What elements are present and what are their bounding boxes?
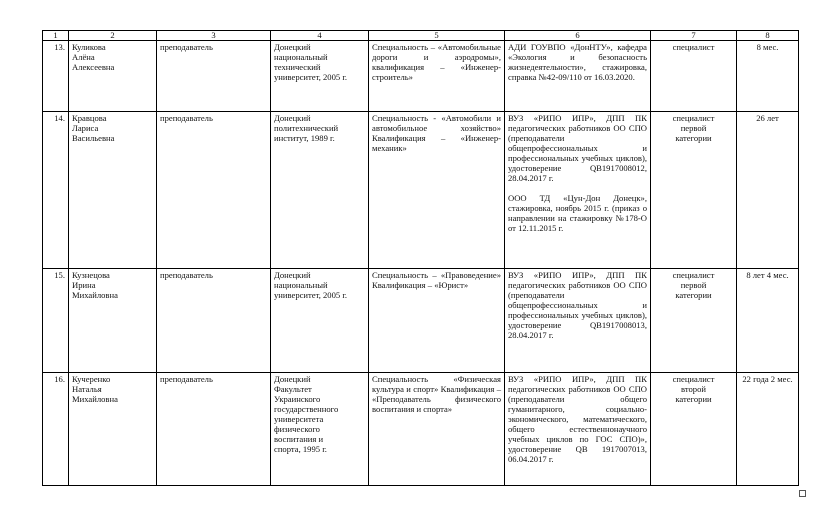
specialty: Специальность «Физическая культура и спорт» Квалификация – «Преподаватель физического воспитания и спорта»	[369, 373, 505, 486]
table-row	[43, 269, 799, 373]
category	[651, 41, 737, 112]
education-line: физического	[274, 424, 320, 434]
row-number: 15.	[43, 269, 69, 373]
category-line: первой	[680, 280, 707, 290]
name-line: Кузнецова	[72, 270, 110, 280]
header-cell: 2	[69, 31, 157, 41]
training-paragraph: ООО ТД «Цун-Дон Донецк», стажировка, ноябрь 2015 г. (приказ о направлении на стажировку №178-О от 12.11.2015 г.	[508, 193, 647, 233]
training-paragraph: ВУЗ «РИПО ИПР», ДПП ПК педагогических работников ОО СПО (преподаватели общепрофессиональных и профессиональных учебных циклов), удостоверение QB1917008013, 28.04.2017 г.	[508, 270, 647, 340]
education	[271, 41, 369, 112]
education-line: технический	[274, 62, 321, 72]
name-line: Алёна	[72, 52, 95, 62]
category-line: специалист	[672, 270, 715, 280]
education-line: государственного	[274, 404, 339, 414]
education-line: Донецкий	[274, 270, 311, 280]
name-line: Куликова	[72, 42, 106, 52]
education	[271, 373, 369, 486]
table-row	[43, 112, 799, 269]
education-line: институт, 1989 г.	[274, 133, 335, 143]
category-line: специалист	[672, 374, 715, 384]
education-line: Украинского	[274, 394, 321, 404]
position: преподаватель	[157, 373, 271, 486]
education	[271, 269, 369, 373]
header-row	[43, 31, 799, 41]
education	[271, 112, 369, 269]
training	[505, 373, 651, 486]
position: преподаватель	[157, 112, 271, 269]
training	[505, 112, 651, 269]
education-line: университет, 2005 г.	[274, 290, 348, 300]
name-line: Кравцова	[72, 113, 107, 123]
table-row	[43, 373, 799, 486]
name-line: Лариса	[72, 123, 99, 133]
category-line: первой	[680, 123, 707, 133]
education-line: Донецкий	[274, 113, 311, 123]
row-number: 13.	[43, 41, 69, 112]
header-cell: 5	[369, 31, 505, 41]
category-line: специалист	[672, 113, 715, 123]
education-line: Факультет	[274, 384, 312, 394]
table-row	[43, 41, 799, 112]
specialty: Специальность – «Автомобильные дороги и аэродромы», квалификация – «Инженер-строитель»	[369, 41, 505, 112]
education-line: Донецкий	[274, 42, 311, 52]
header-cell: 8	[737, 31, 799, 41]
training-paragraph: ВУЗ «РИПО ИПР», ДПП ПК педагогических работников ОО СПО (преподаватели общего гуманитарного, социально-экономического, математического, общего естественнонаучного учебных циклов по ГОС СПО)», удостоверение QB 1917007013, 06.04.2017 г.	[508, 374, 647, 464]
full-name	[69, 41, 157, 112]
category-line: категории	[675, 133, 712, 143]
category	[651, 112, 737, 269]
full-name	[69, 269, 157, 373]
specialty: Специальность – «Правоведение» Квалификация – «Юрист»	[369, 269, 505, 373]
name-line: Васильевна	[72, 133, 115, 143]
education-line: воспитания и	[274, 434, 324, 444]
education-line: спорта, 1995 г.	[274, 444, 327, 454]
category	[651, 373, 737, 486]
header-cell: 1	[43, 31, 69, 41]
header-cell: 6	[505, 31, 651, 41]
staff-table	[42, 30, 799, 486]
training	[505, 269, 651, 373]
position: преподаватель	[157, 269, 271, 373]
full-name	[69, 373, 157, 486]
header-cell: 4	[271, 31, 369, 41]
category-line: категории	[675, 394, 712, 404]
name-line: Алексеевна	[72, 62, 115, 72]
training	[505, 41, 651, 112]
header-cell: 3	[157, 31, 271, 41]
name-line: Кучеренко	[72, 374, 111, 384]
name-line: Михайловна	[72, 394, 118, 404]
name-line: Михайловна	[72, 290, 118, 300]
experience: 8 мес.	[737, 41, 799, 112]
name-line: Ирина	[72, 280, 96, 290]
education-line: университета	[274, 414, 324, 424]
education-line: Донецкий	[274, 374, 311, 384]
education-line: университет, 2005 г.	[274, 72, 348, 82]
category-line: специалист	[672, 42, 715, 52]
category-line: категории	[675, 290, 712, 300]
name-line: Наталья	[72, 384, 102, 394]
education-line: национальный	[274, 52, 328, 62]
full-name	[69, 112, 157, 269]
category	[651, 269, 737, 373]
education-line: национальный	[274, 280, 328, 290]
experience: 26 лет	[737, 112, 799, 269]
category-line: второй	[681, 384, 706, 394]
education-line: политехнический	[274, 123, 339, 133]
experience: 22 года 2 мес.	[737, 373, 799, 486]
position: преподаватель	[157, 41, 271, 112]
experience: 8 лет 4 мес.	[737, 269, 799, 373]
paragraph-gap	[508, 183, 647, 193]
table-resize-handle[interactable]	[799, 490, 806, 497]
row-number: 14.	[43, 112, 69, 269]
header-cell: 7	[651, 31, 737, 41]
training-paragraph: ВУЗ «РИПО ИПР», ДПП ПК педагогических работников ОО СПО (преподаватели общепрофессиональных и профессиональных учебных циклов), удостоверение QB1917008012, 28.04.2017 г.	[508, 113, 647, 183]
training-paragraph: АДИ ГОУВПО «ДонНТУ», кафедра «Экология и безопасность жизнедеятельности», стажировка, справка №42-09/110 от 16.03.2020.	[508, 42, 647, 82]
row-number: 16.	[43, 373, 69, 486]
specialty: Специальность - «Автомобили и автомобильное хозяйство» Квалификация – «Инженер-механик»	[369, 112, 505, 269]
